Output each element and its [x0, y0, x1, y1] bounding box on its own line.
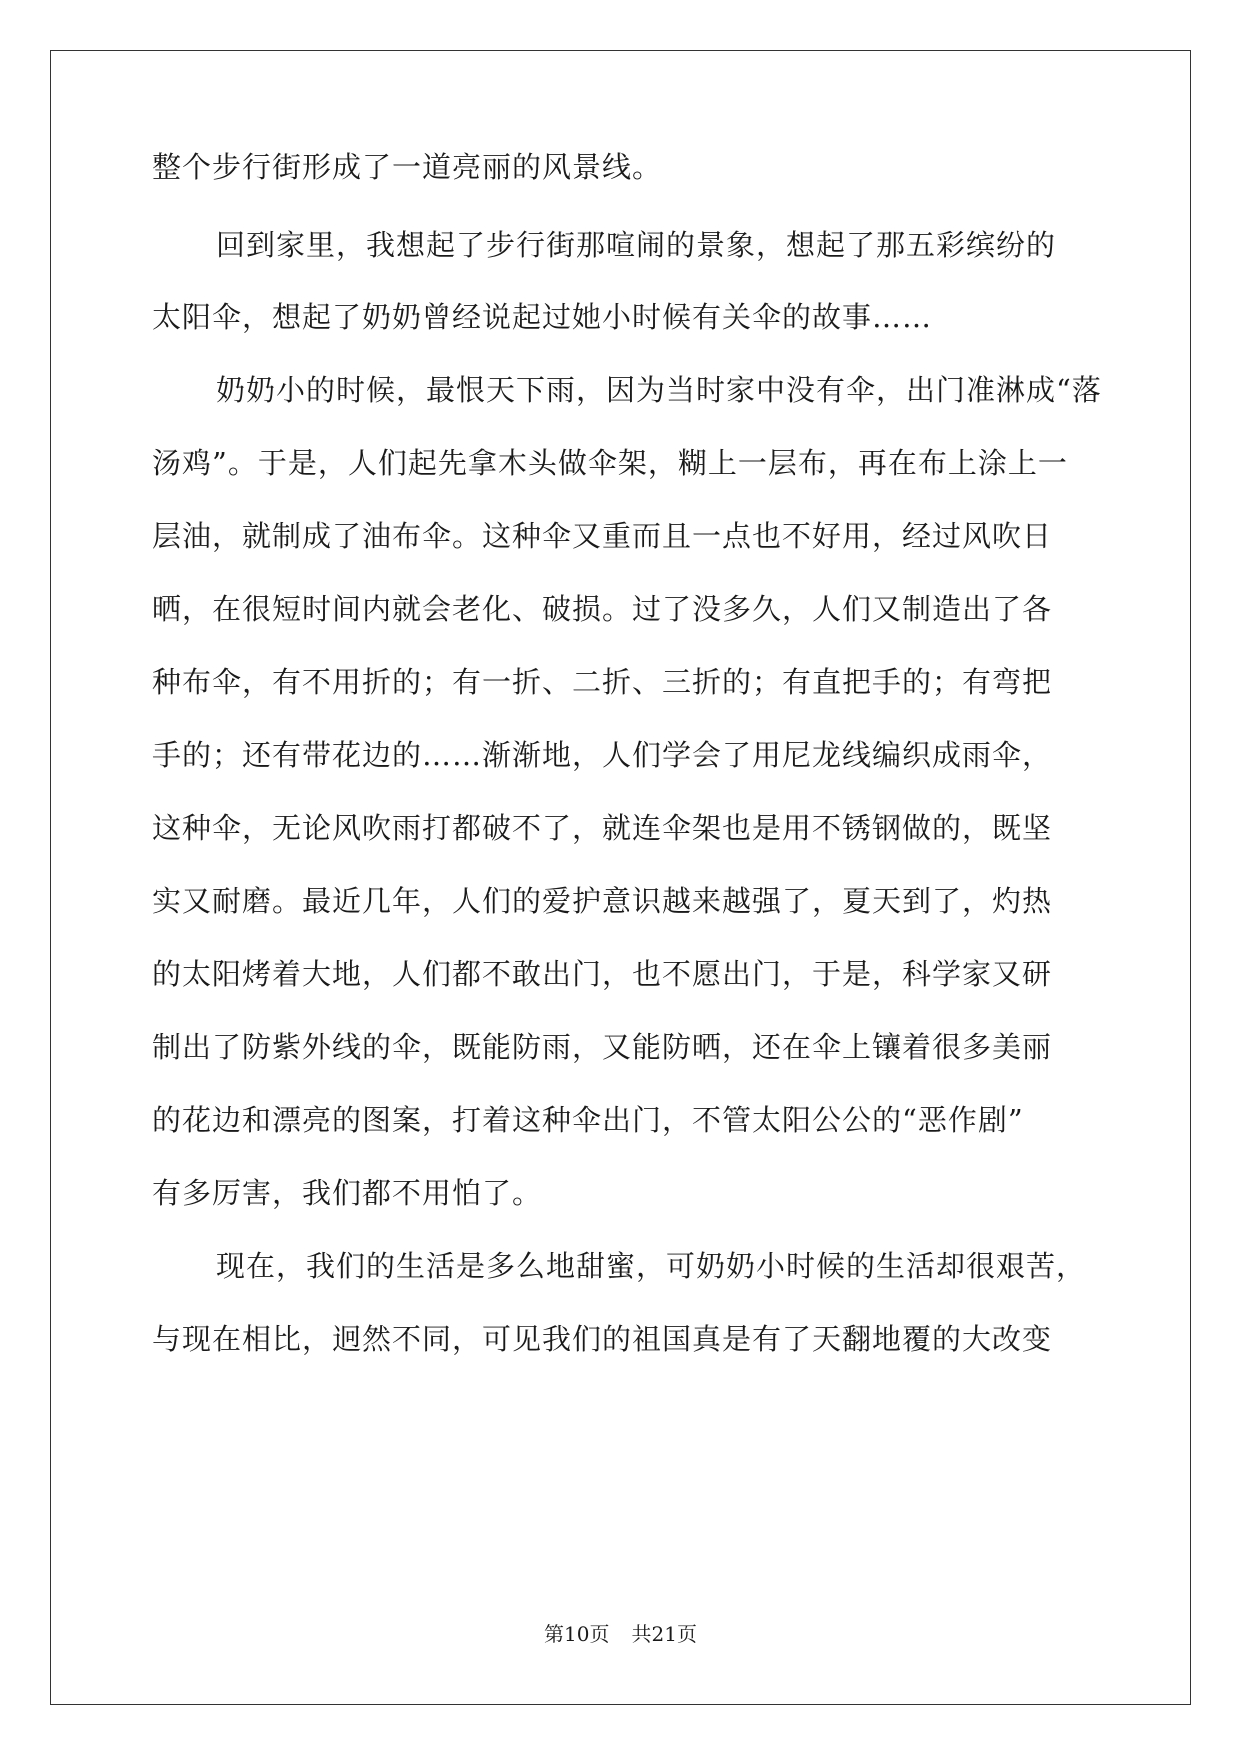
text-line: 的花边和漂亮的图案，打着这种伞出门，不管太阳公公的“恶作剧”: [152, 1103, 1024, 1137]
text-line: 手的；还有带花边的……渐渐地，人们学会了用尼龙线编织成雨伞，: [152, 738, 1053, 772]
text-line: 这种伞，无论风吹雨打都破不了，就连伞架也是用不锈钢做的，既坚: [152, 811, 1053, 845]
paragraph-start-line: 回到家里，我想起了步行街那喧闹的景象，想起了那五彩缤纷的: [216, 228, 1057, 262]
text-line: 汤鸡”。于是，人们起先拿木头做伞架，糊上一层布，再在布上涂上一: [152, 446, 1068, 480]
text-line: 实又耐磨。最近几年，人们的爱护意识越来越强了，夏天到了，灼热: [152, 884, 1053, 918]
paragraph-start-line: 奶奶小的时候，最恨天下雨，因为当时家中没有伞，出门准淋成“落: [216, 373, 1102, 407]
text-line: 层油，就制成了油布伞。这种伞又重而且一点也不好用，经过风吹日: [152, 519, 1053, 553]
paragraph-start-line: 现在，我们的生活是多么地甜蜜，可奶奶小时候的生活却很艰苦，: [216, 1249, 1087, 1283]
text-line: 种布伞，有不用折的；有一折、二折、三折的；有直把手的；有弯把: [152, 665, 1053, 699]
text-line: 晒，在很短时间内就会老化、破损。过了没多久，人们又制造出了各: [152, 592, 1053, 626]
text-line: 太阳伞，想起了奶奶曾经说起过她小时候有关伞的故事……: [152, 300, 933, 334]
text-line: 与现在相比，迥然不同，可见我们的祖国真是有了天翻地覆的大改变: [152, 1322, 1053, 1356]
text-line: 整个步行街形成了一道亮丽的风景线。: [152, 150, 663, 184]
total-pages-label: 共21页: [631, 1622, 697, 1646]
text-line: 制出了防紫外线的伞，既能防雨，又能防晒，还在伞上镶着很多美丽: [152, 1030, 1053, 1064]
page-footer: [0, 1618, 1241, 1647]
page-number-label: 第10页: [544, 1622, 610, 1646]
text-line: 的太阳烤着大地，人们都不敢出门，也不愿出门，于是，科学家又研: [152, 957, 1053, 991]
page-border: [50, 50, 1191, 1705]
text-line: 有多厉害，我们都不用怕了。: [152, 1176, 543, 1210]
